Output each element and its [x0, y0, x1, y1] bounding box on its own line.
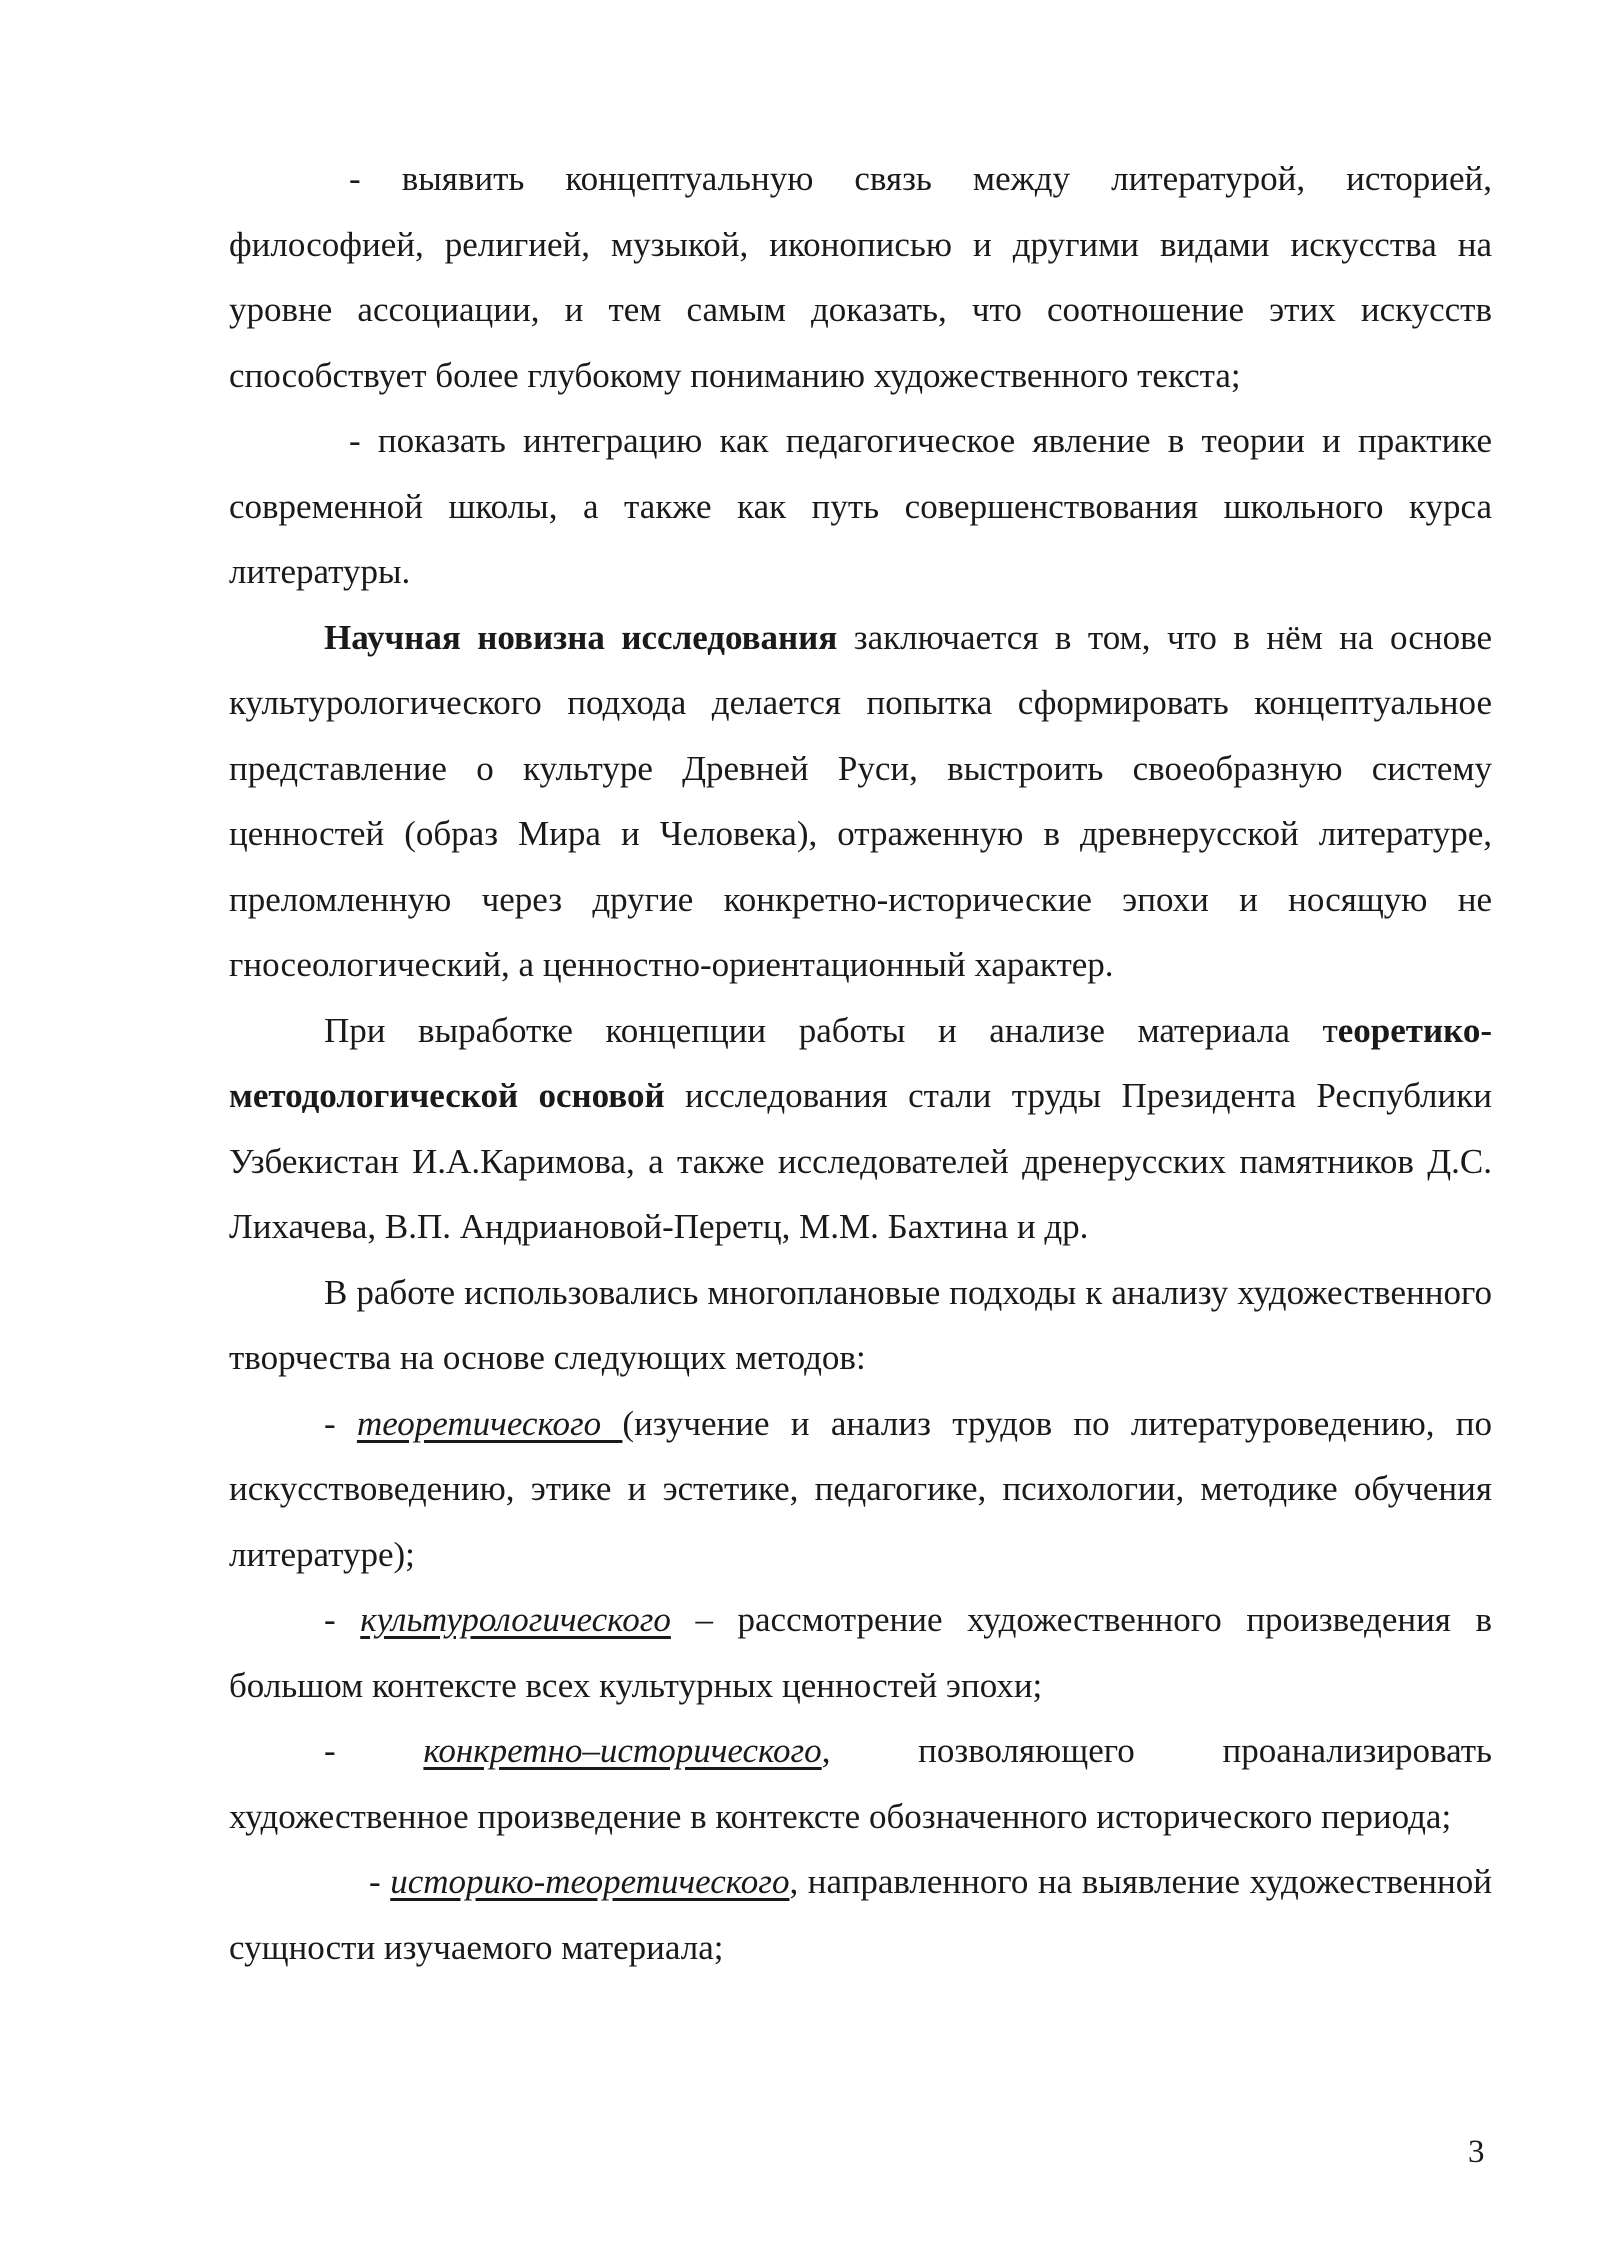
method-term-cultural: культурологического [360, 1600, 671, 1639]
paragraph-methodological-basis [229, 998, 1492, 1260]
basis-text: исследования стали труды Президента Республики Узбекистан И.А.Каримова, а также исследователей дренерусских памятников Д.С. Лихачева, В.П. Андриановой-Перетц, М.М. Бахтина и др. [229, 1076, 1492, 1246]
method-term-theoretical: теоретического [356, 1403, 623, 1443]
list-item-historical-theoretical-method [229, 1849, 1492, 1980]
method-term-concrete-historical: конкретно–исторического [423, 1731, 822, 1770]
method-term-historical-theoretical: историко-теоретического [390, 1862, 790, 1901]
method-description: – рассмотрение художественного произведения в большом контексте всех культурных ценностей эпохи; [229, 1600, 1492, 1705]
novelty-text: заключается в том, что в нём на основе культурологического подхода делается попытка сформировать концептуальное представление о культуре Древней Руси, выстроить своеобразную систему ценностей (образ Мира и Человека), отраженную в древнерусской литературе, преломленную через другие конкретно-исторические эпохи и носящую не гносеологический, а ценностно-ориентационный характер. [229, 617, 1492, 984]
basis-heading: еоретико-методологической основой [229, 1010, 1492, 1115]
list-dash: - [369, 1862, 391, 1901]
page-number: 3 [1468, 2134, 1485, 2170]
method-description: , позволяющего проанализировать художественное произведение в контексте обозначенного исторического периода; [229, 1731, 1492, 1836]
method-description: , направленного на выявление художественной сущности изучаемого материала; [229, 1862, 1492, 1967]
method-description: (изучение и анализ трудов по литературоведению, по искусствоведению, этике и эстетике, педагогике, психологии, методике обучения литературе); [229, 1403, 1493, 1574]
list-item-concrete-historical-method [229, 1718, 1492, 1849]
paragraph-scientific-novelty [229, 605, 1492, 998]
paragraph-goal-integration: - показать интеграцию как педагогическое явление в теории и практике современной школы, а также как путь совершенствования школьного курса литературы. [229, 421, 1492, 591]
list-item-theoretical-method [229, 1391, 1492, 1588]
list-item-cultural-method [229, 1587, 1492, 1718]
basis-intro-text: При выработке концепции работы и анализе материала т [324, 1010, 1338, 1050]
list-dash: - [324, 1731, 424, 1770]
list-dash: - [324, 1403, 357, 1443]
list-dash: - [324, 1600, 361, 1639]
paragraph-goal-connection: - выявить концептуальную связь между литературой, историей, философией, религией, музыкой, иконописью и другими видами искусства на уровне ассоциации, и тем самым доказать, что соотношение этих искусств способствует более глубокому пониманию художественного текста; [229, 159, 1492, 395]
paragraph-methods-intro: В работе использовались многоплановые подходы к анализу художественного творчества на основе следующих методов: [229, 1272, 1492, 1377]
novelty-heading: Научная новизна исследования [324, 617, 838, 657]
document-page [229, 146, 1492, 1980]
